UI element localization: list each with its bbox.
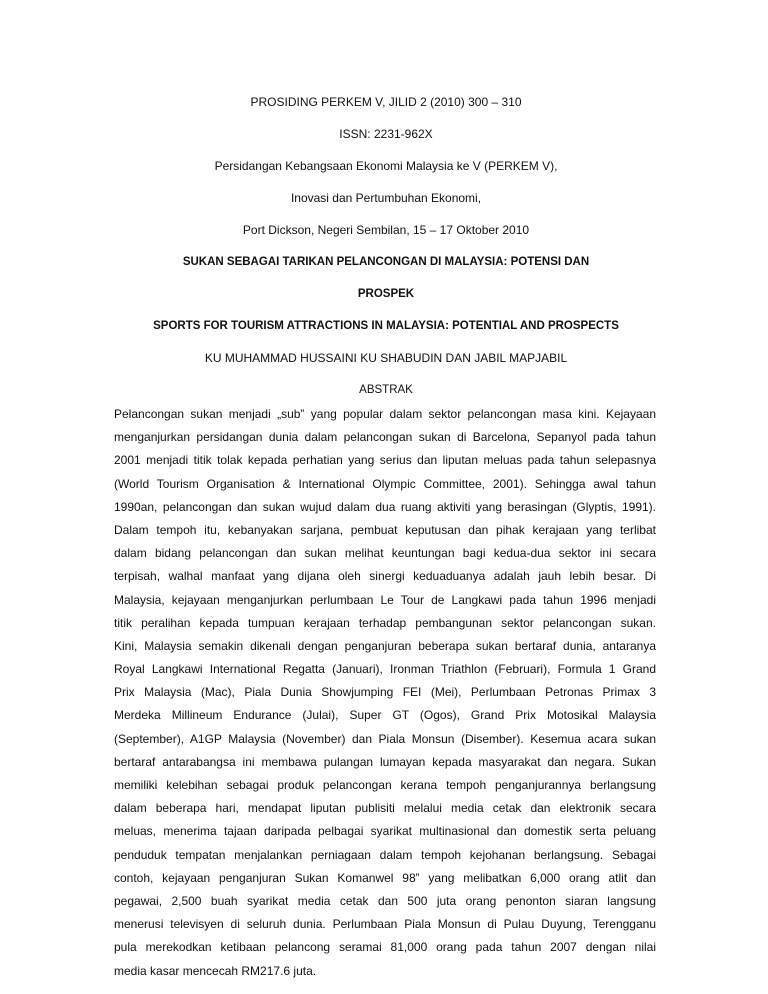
abstract-line: menerusi televisyen di seluruh dunia. Perlumbaan Piala Monsun di Pulau Duyung, Terengganu (114, 917, 656, 932)
abstract-line: (World Tourism Organisation & International Olympic Committee, 2001). Sehingga awal tahun (114, 476, 656, 491)
authors-line: KU MUHAMMAD HUSSAINI KU SHABUDIN DAN JABIL MAPJABIL (204, 351, 568, 365)
abstract-body (114, 403, 656, 983)
abstract-line: Malaysia, kejayaan menganjurkan perlumbaan Le Tour de Langkawi pada tahun 1996 menjadi (114, 592, 656, 607)
abstract-line: pula merekodkan ketibaan pelancong seramai 81,000 orang pada tahun 2007 dengan nilai (114, 940, 656, 955)
paper-header (0, 92, 768, 412)
conference-line: Persidangan Kebangsaan Ekonomi Malaysia ke V (PERKEM V), (214, 159, 558, 173)
abstract-line: 2001 menjadi titik tolak kepada perhatian yang serius dan liputan meluas pada tahun selepasnya (114, 453, 656, 468)
abstract-line: 1990an, pelancongan dan sukan wujud dalam dua ruang aktiviti yang berasingan (Glyptis, 1991). (114, 499, 656, 514)
abstract-line: menganjurkan persidangan dunia dalam pelancongan sukan di Barcelona, Sepanyol pada tahun (114, 430, 656, 445)
abstract-line: Pelancongan sukan menjadi „sub‟ yang popular dalam sektor pelancongan masa kini. Kejayaan (114, 407, 656, 421)
abstract-line: contoh, kejayaan penganjuran Sukan Komanwel 98‟ yang melibatkan 6,000 orang atlit dan (114, 870, 656, 885)
abstract-line: Royal Langkawi International Regatta (Januari), Ironman Triathlon (Februari), Formula 1 Grand (114, 662, 656, 677)
proceedings-line: PROSIDING PERKEM V, JILID 2 (2010) 300 – 310 (250, 95, 522, 109)
abstract-line: penduduk tempatan menjalankan perniagaan dalam tempoh kejohanan berlangsung. Sebagai (114, 847, 656, 862)
abstract-heading: ABSTRAK (359, 384, 413, 396)
issn-line: ISSN: 2231-962X (339, 127, 433, 141)
abstract-line: (September), A1GP Malaysia (November) dan Piala Monsun (Disember). Kesemua acara sukan (114, 731, 656, 746)
theme-line: Inovasi dan Pertumbuhan Ekonomi, (290, 191, 482, 205)
title-malay-line2: PROSPEK (357, 288, 415, 300)
abstract-line: bertaraf antarabangsa ini membawa pulangan lumayan kepada masyarakat dan negara. Sukan (114, 754, 656, 769)
abstract-line: Prix Malaysia (Mac), Piala Dunia Showjumping FEI (Mei), Perlumbaan Petronas Primax 3 (114, 685, 656, 700)
abstract-line: terpisah, walhal manfaat yang dijana oleh sinergi keduaduanya adalah jauh lebih besar. Di (114, 569, 656, 584)
abstract-line: meluas, menerima tajaan daripada pelbagai syarikat multinasional dan domestik serta peluang (114, 824, 656, 839)
abstract-line: memiliki kelebihan sebagai produk pelancongan kerana tempoh penganjurannya berlangsung (114, 778, 656, 792)
title-malay-line1: SUKAN SEBAGAI TARIKAN PELANCONGAN DI MALAYSIA: POTENSI DAN (182, 256, 590, 268)
abstract-line: dalam beberapa hari, mendapat liputan publisiti melalui media cetak dan elektronik secara (114, 801, 656, 816)
abstract-line: Kini, Malaysia semakin dikenali dengan penganjuran beberapa sukan bertaraf dunia, antaranya (114, 638, 656, 653)
abstract-line: Dalam tempoh itu, kebanyakan sarjana, pembuat keputusan dan pihak kerajaan yang terlibat (114, 522, 656, 537)
abstract-line: dalam bidang pelancongan dan sukan melihat keuntungan bagi kedua-dua sektor ini secara (114, 546, 656, 561)
title-english: SPORTS FOR TOURISM ATTRACTIONS IN MALAYSIA: POTENTIAL AND PROSPECTS (153, 320, 619, 332)
abstract-line: media kasar mencecah RM217.6 juta. (114, 963, 317, 978)
venue-line: Port Dickson, Negeri Sembilan, 15 – 17 Oktober 2010 (242, 223, 530, 237)
abstract-line: pegawai, 2,500 buah syarikat media cetak dan 500 juta orang penonton siaran langsung (114, 893, 656, 908)
abstract-line: Merdeka Millineum Endurance (Julai), Super GT (Ogos), Grand Prix Motosikal Malaysia (114, 708, 656, 723)
abstract-line: titik peralihan kepada tumpuan kerajaan terhadap pembangunan sektor pelancongan sukan. (114, 615, 656, 630)
